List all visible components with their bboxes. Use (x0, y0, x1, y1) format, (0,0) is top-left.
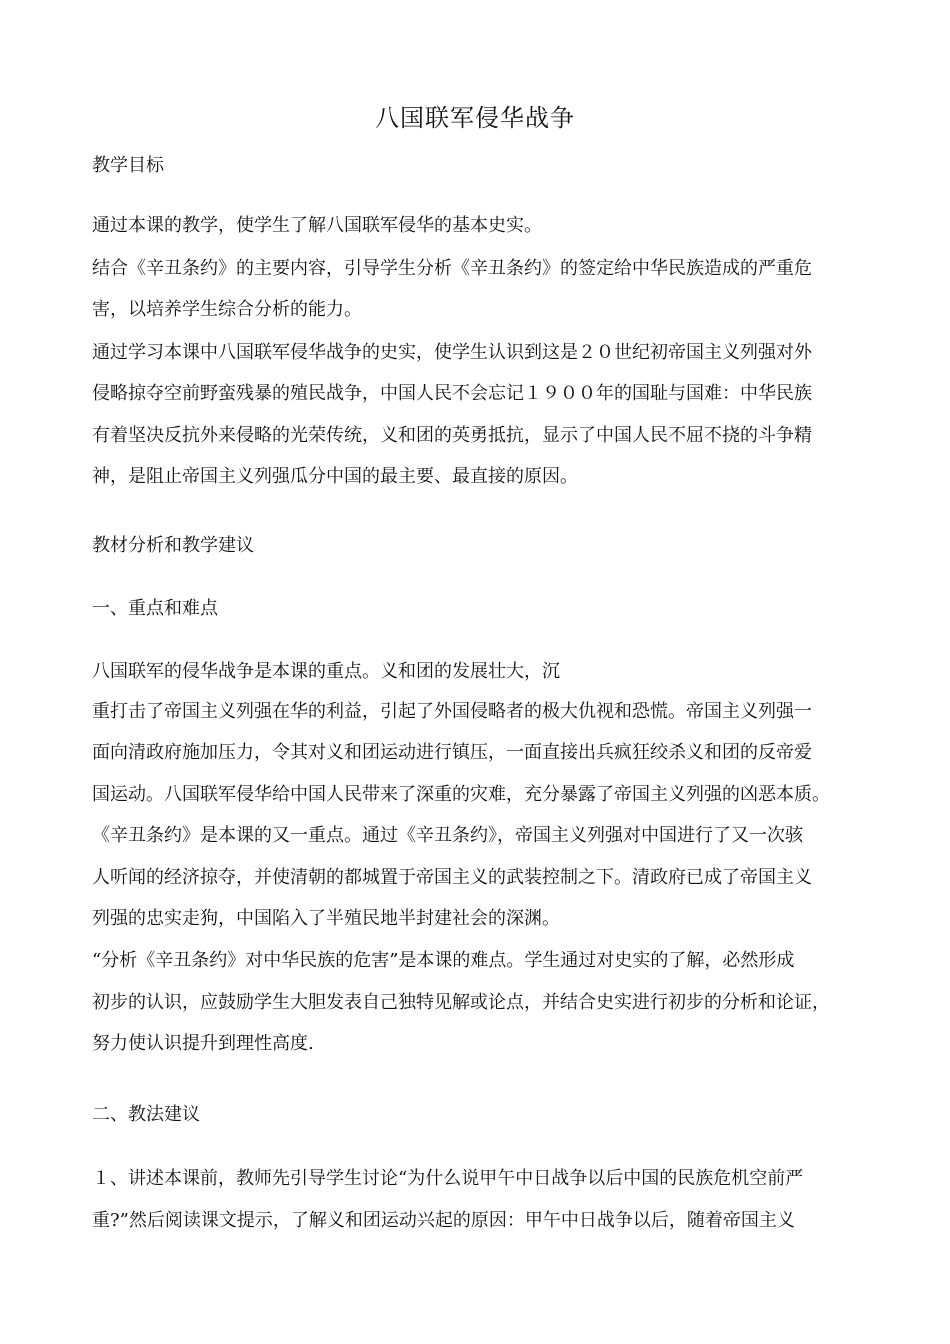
subsection-heading-key-points: 一、重点和难点 (92, 598, 218, 619)
paragraph-line: 八国联军的侵华战争是本课的重点。义和团的发展壮大，沉 (92, 661, 560, 682)
paragraph-line: 国运动。八国联军侵华给中国人民带来了深重的灾难，充分暴露了帝国主义列强的凶恶本质。 (92, 784, 830, 805)
paragraph-line: 重?”然后阅读课文提示，了解义和团运动兴起的原因：甲午中日战争以后，随着帝国主义 (92, 1210, 795, 1231)
paragraph-line: 《辛丑条约》是本课的又一重点。通过《辛丑条约》，帝国主义列强对中国进行了又一次骇 (92, 825, 803, 846)
paragraph-line: “分析《辛丑条约》对中华民族的危害”是本课的难点。学生通过对史实的了解，必然形成 (92, 950, 795, 971)
paragraph-line: 努力使认识提升到理性高度. (92, 1033, 314, 1054)
section-heading-material-analysis: 教材分析和教学建议 (92, 535, 254, 556)
paragraph-line: 列强的忠实走狗，中国陷入了半殖民地半封建社会的深渊。 (92, 908, 560, 929)
objective-line: 侵略掠夺空前野蛮残暴的殖民战争，中国人民不会忘记１９００年的国耻与国难：中华民族 (92, 383, 812, 404)
objective-line: 有着坚决反抗外来侵略的光荣传统，义和团的英勇抵抗，显示了中国人民不屈不挠的斗争精 (92, 425, 812, 446)
section-heading-teaching-goals: 教学目标 (92, 155, 164, 176)
paragraph-line: 人听闻的经济掠夺，并使清朝的都城置于帝国主义的武装控制之下。清政府已成了帝国主义 (92, 867, 812, 888)
objective-line: 害，以培养学生综合分析的能力。 (92, 299, 362, 320)
document-title: 八国联军侵华战争 (375, 104, 575, 132)
objective-line: 结合《辛丑条约》的主要内容，引导学生分析《辛丑条约》的签定给中华民族造成的严重危 (92, 258, 812, 279)
objective-line: 通过学习本课中八国联军侵华战争的史实，使学生认识到这是２０世纪初帝国主义列强对外 (92, 342, 812, 363)
objective-line: 神，是阻止帝国主义列强瓜分中国的最主要、最直接的原因。 (92, 466, 578, 487)
objective-line: 通过本课的教学，使学生了解八国联军侵华的基本史实。 (92, 215, 542, 236)
paragraph-line: 重打击了帝国主义列强在华的利益，引起了外国侵略者的极大仇视和恐慌。帝国主义列强一 (92, 701, 812, 722)
paragraph-line: 面向清政府施加压力，令其对义和团运动进行镇压，一面直接出兵疯狂绞杀义和团的反帝爱 (92, 742, 812, 763)
paragraph-line: １、讲述本课前，教师先引导学生讨论“为什么说甲午中日战争以后中国的民族危机空前严 (92, 1168, 804, 1189)
paragraph-line: 初步的认识，应鼓励学生大胆发表自己独特见解或论点，并结合史实进行初步的分析和论证， (92, 992, 830, 1013)
subsection-heading-teaching-methods: 二、教法建议 (92, 1104, 200, 1125)
